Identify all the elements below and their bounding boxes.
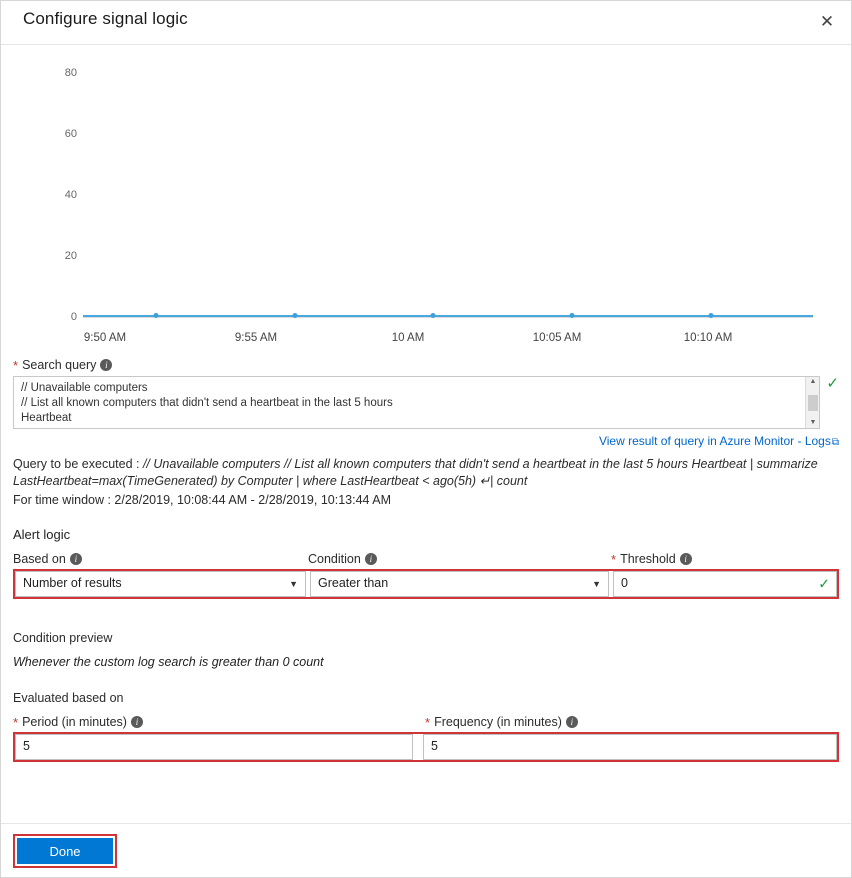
external-link-icon: ⧉ [831, 437, 839, 448]
alert-logic-highlight-box [13, 569, 839, 599]
required-marker: * [13, 357, 19, 373]
view-result-link-label: View result of query in Azure Monitor - Logs [598, 434, 831, 448]
close-icon[interactable]: ✕ [813, 7, 841, 35]
info-icon[interactable]: i [131, 716, 143, 728]
frequency-input[interactable]: 5 [423, 734, 837, 760]
info-icon[interactable]: i [566, 716, 578, 728]
series-point [570, 313, 575, 318]
required-marker: * [13, 714, 19, 730]
done-highlight-box [13, 834, 117, 868]
condition-label-row [308, 552, 611, 566]
x-tick-0: 9:50 AM [83, 332, 127, 344]
series-point [708, 313, 713, 318]
search-query-row [13, 376, 839, 429]
view-result-link-row [13, 434, 839, 448]
view-result-link[interactable] [599, 434, 839, 448]
threshold-value: 0 [621, 576, 628, 590]
page-title: Configure signal logic [23, 9, 188, 28]
required-marker: * [611, 551, 617, 567]
evaluated-based-on-section [13, 715, 839, 762]
query-valid-icon: ✓ [826, 375, 839, 392]
threshold-label-row [611, 552, 839, 566]
condition-label: Condition [308, 552, 361, 566]
x-tick-1: 9:55 AM [234, 332, 278, 344]
signal-history-chart [21, 63, 831, 358]
alert-logic-labels [13, 552, 839, 566]
threshold-input[interactable] [613, 571, 837, 597]
scroll-thumb[interactable] [808, 395, 818, 411]
period-frequency-labels [13, 715, 839, 729]
header-divider [1, 44, 851, 45]
query-line-2: // List all known computers that didn't send a heartbeat in the last 5 hours [21, 397, 393, 409]
based-on-value: Number of results [23, 576, 122, 590]
search-query-input[interactable] [13, 376, 820, 429]
threshold-label: Threshold [620, 552, 676, 566]
based-on-label: Based on [13, 552, 66, 566]
chevron-down-icon: ▼ [592, 579, 601, 589]
search-query-label-row [13, 358, 839, 372]
threshold-valid-icon: ✓ [818, 575, 830, 592]
y-tick-0: 0 [70, 311, 77, 323]
frequency-label-row [425, 715, 839, 729]
query-scrollbar[interactable] [805, 377, 819, 428]
period-frequency-highlight-box [13, 732, 839, 762]
series-point [431, 313, 436, 318]
based-on-label-row [13, 552, 308, 566]
based-on-select[interactable] [15, 571, 306, 597]
evaluated-based-on-title: Evaluated based on [13, 691, 124, 705]
info-icon[interactable]: i [680, 553, 692, 565]
alert-logic-title: Alert logic [13, 527, 71, 542]
period-label-row [13, 715, 425, 729]
query-executed-prefix: Query to be executed : [13, 457, 143, 471]
condition-value: Greater than [318, 576, 389, 590]
condition-select[interactable] [310, 571, 609, 597]
time-window-text: For time window : 2/28/2019, 10:08:44 AM - 2/28/2019, 10:13:44 AM [13, 493, 392, 507]
scroll-down-icon[interactable]: ▼ [809, 419, 817, 426]
period-label: Period (in minutes) [22, 715, 127, 729]
y-tick-80: 80 [64, 67, 77, 79]
frequency-label: Frequency (in minutes) [434, 715, 562, 729]
y-tick-20: 20 [64, 250, 77, 262]
info-icon[interactable]: i [365, 553, 377, 565]
query-line-3: Heartbeat [21, 412, 72, 424]
alert-logic-section [13, 552, 839, 599]
x-tick-3: 10:05 AM [532, 332, 582, 344]
condition-preview-title: Condition preview [13, 631, 113, 645]
query-executed-text: // Unavailable computers // List all known computers that didn't send a heartbeat in the last 5 hours Heartbeat | summarize LastHeartbeat=max(TimeGenerated) by Computer | where LastHeartbeat < ago(5h) ↵| count [13, 457, 818, 488]
condition-preview-text: Whenever the custom log search is greater than 0 count [13, 655, 324, 669]
y-tick-60: 60 [64, 128, 77, 140]
dialog-footer [1, 823, 851, 877]
dialog-header [1, 1, 851, 37]
query-to-be-executed [13, 456, 839, 490]
series-point [292, 313, 297, 318]
series-point [154, 313, 159, 318]
y-tick-40: 40 [64, 189, 77, 201]
done-button[interactable]: Done [17, 838, 113, 864]
x-tick-2: 10 AM [391, 332, 425, 344]
x-tick-4: 10:10 AM [683, 332, 733, 344]
chart-plot-area [83, 73, 813, 318]
info-icon[interactable]: i [100, 359, 112, 371]
info-icon[interactable]: i [70, 553, 82, 565]
scroll-up-icon[interactable]: ▲ [809, 378, 817, 385]
required-marker: * [425, 714, 431, 730]
search-query-label: Search query [22, 358, 97, 372]
series-count-line [83, 315, 813, 317]
chevron-down-icon: ▼ [289, 579, 298, 589]
query-line-1: // Unavailable computers [21, 382, 148, 394]
period-input[interactable]: 5 [15, 734, 413, 760]
